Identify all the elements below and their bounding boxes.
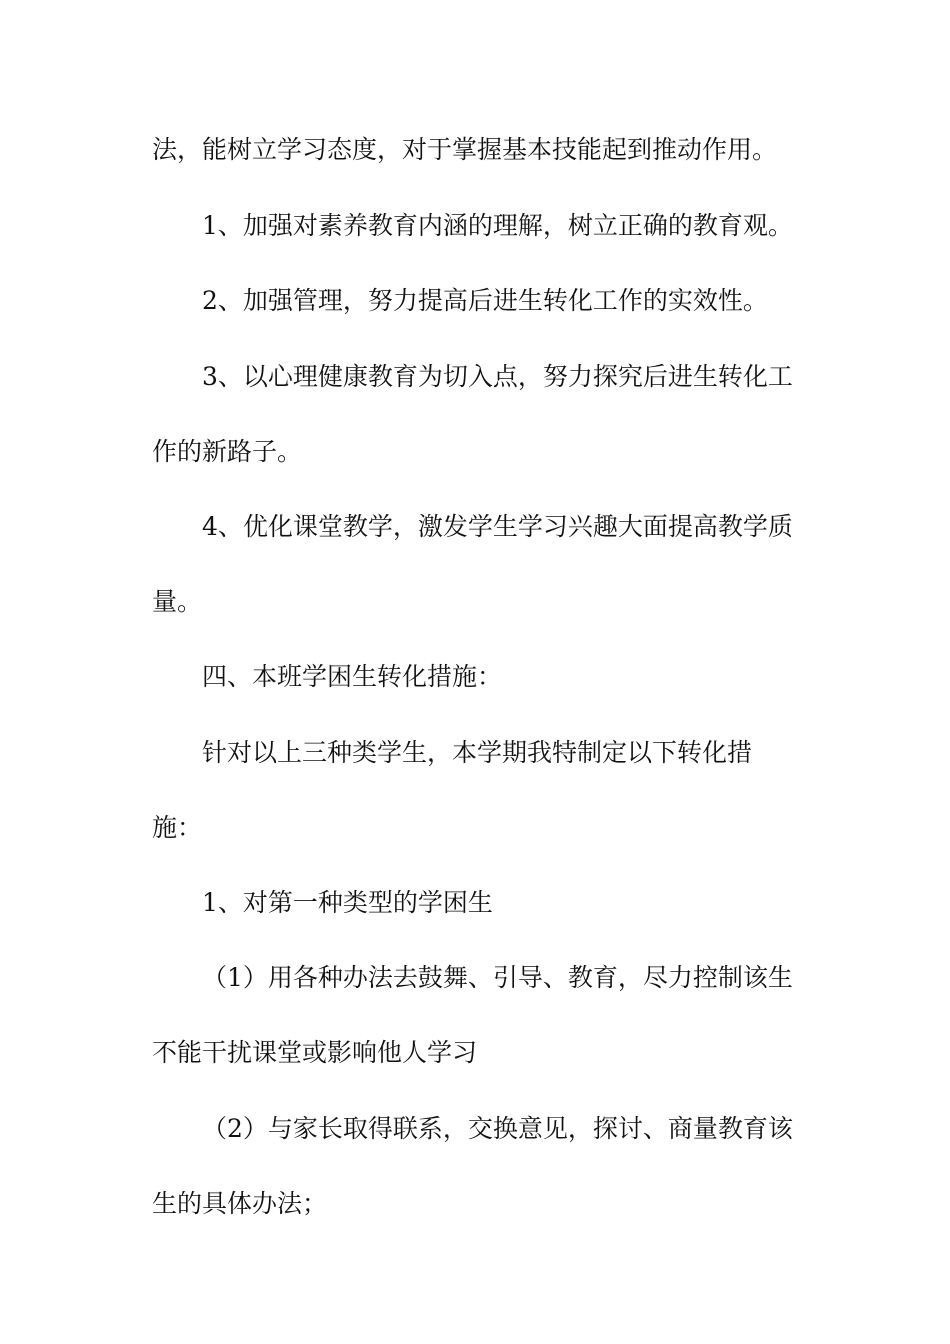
text-line: 量。	[152, 587, 203, 616]
text-line: 针对以上三种类学生，本学期我特制定以下转化措	[202, 738, 753, 767]
text-line: 4、优化课堂教学，激发学生学习兴趣大面提高教学质	[202, 512, 793, 541]
text-line: 1、加强对素养教育内涵的理解，树立正确的教育观。	[202, 211, 793, 240]
text-line: 生的具体办法；	[152, 1189, 328, 1218]
text-line: 1、对第一种类型的学困生	[202, 888, 493, 917]
text-line: 2、加强管理，努力提高后进生转化工作的实效性。	[202, 286, 768, 315]
text-line: （2）与家长取得联系，交换意见，探讨、商量教育该	[202, 1114, 793, 1143]
text-line: （1）用各种办法去鼓舞、引导、教育，尽力控制该生	[202, 963, 793, 992]
text-line: 3、以心理健康教育为切入点，努力探究后进生转化工	[202, 362, 793, 391]
text-line: 施：	[152, 813, 203, 842]
text-line: 法，能树立学习态度，对于掌握基本技能起到推动作用。	[152, 135, 778, 164]
text-line: 不能干扰课堂或影响他人学习	[152, 1038, 478, 1067]
text-line: 作的新路子。	[152, 437, 303, 466]
section-heading: 四、本班学困生转化措施：	[202, 662, 503, 691]
